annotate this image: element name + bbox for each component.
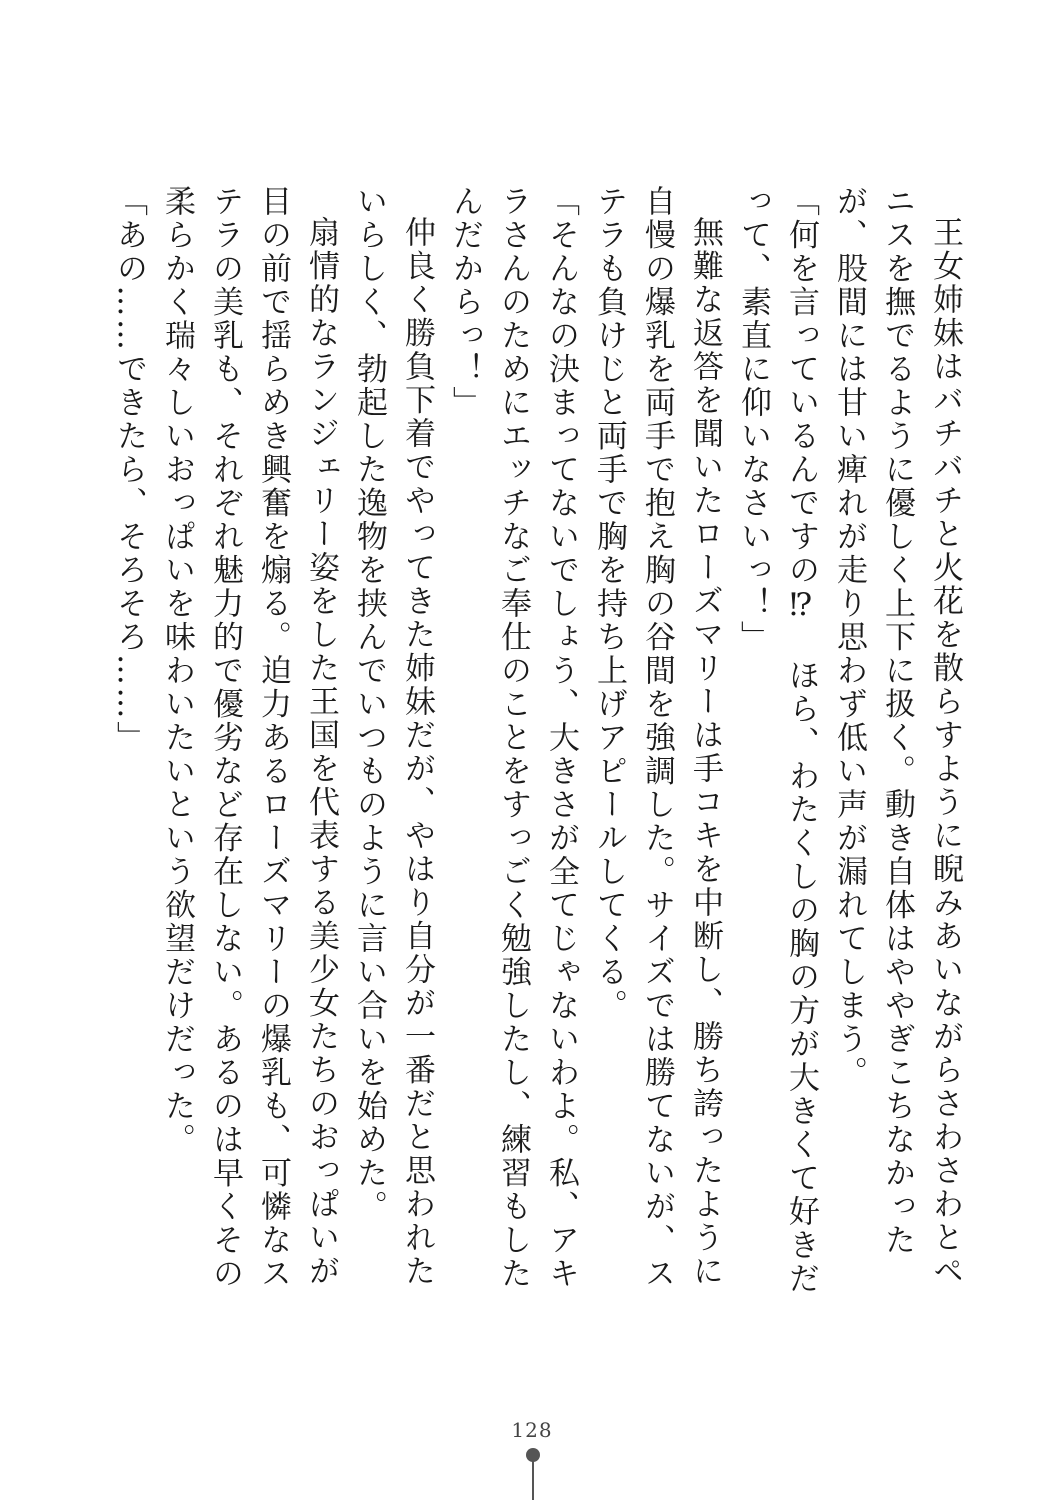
paragraph: 「あの……できたら、そろそろ……」	[111, 185, 147, 755]
paragraph: 「何を言っているんですの⁉ ほら、わたくしの胸の方が大きくて好きだって、素直に仰いなさいっ！」	[735, 185, 819, 1296]
paragraph: 扇情的なランジェリー姿をした王国を代表する美少女たちのおっぱいが目の前で揺らめき興奮を煽る。迫力あるローズマリーの爆乳も、可憐なステラの美乳も、それぞれ魅力的で優劣など存在しない。あるのは早くその柔らかく瑞々しいおっぱいを味わいたいという欲望だけだった。	[159, 185, 339, 1291]
paragraph: 仲良く勝負下着でやってきた姉妹だが、やはり自分が一番だと思われたいらしく、勃起した逸物を挟んでいつものように言い合いを始めた。	[351, 185, 435, 1288]
paragraph: 無難な返答を聞いたローズマリーは手コキを中断し、勝ち誇ったように自慢の爆乳を両手で抱え胸の谷間を強調した。サイズでは勝てないが、ステラも負けじと両手で胸を持ち上げアピールしてくる。	[591, 185, 723, 1291]
paragraph: 王女姉妹はバチバチと火花を散らすように睨みあいながらさわさわとペニスを撫でるように優しく上下に扱く。動き自体はややぎこちなかったが、股間には甘い痺れが走り思わず低い声が漏れてしまう。	[831, 185, 963, 1288]
page-number: 128	[511, 1418, 553, 1442]
paragraph: 「そんなの決まってないでしょう、大きさが全てじゃないわよ。私、アキラさんのためにエッチなご奉仕のことをすっごく勉強したし、練習もしたんだからっ！」	[447, 185, 579, 1291]
body-text	[69, 185, 969, 1305]
page-ornament-line	[532, 1455, 534, 1500]
